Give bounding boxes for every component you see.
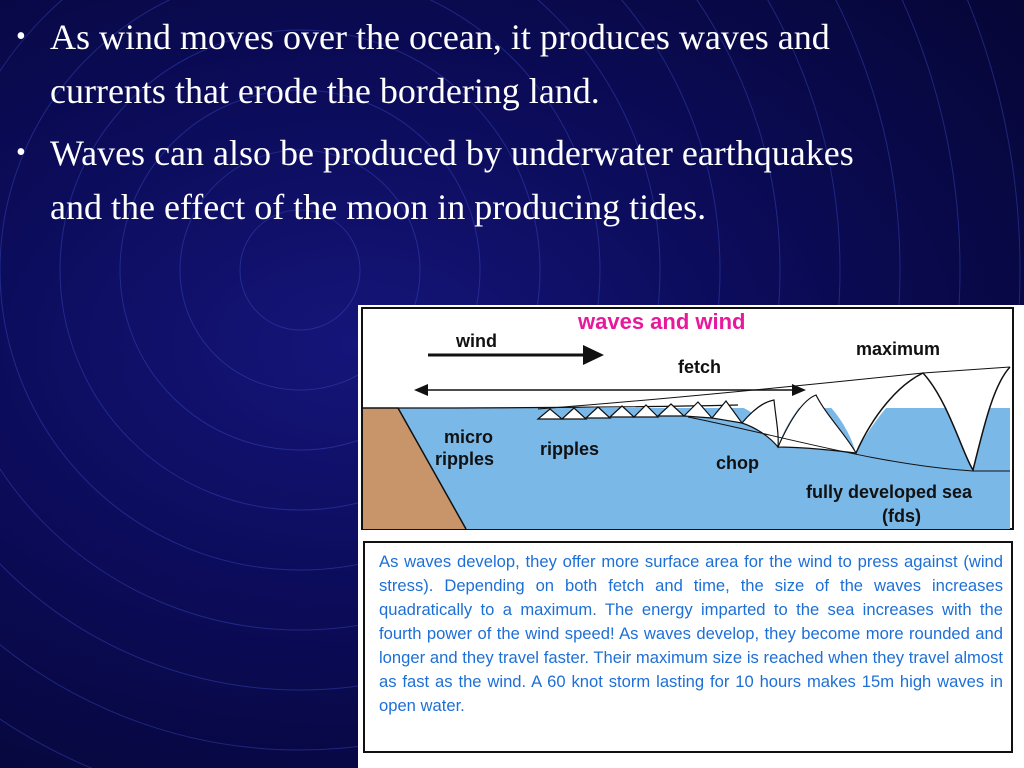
label-fds-abbr: (fds) (882, 506, 921, 526)
bullet-text: Waves can also be produced by underwater earthquakes and the effect of the moon in producing tides. (50, 133, 854, 227)
caption-box (363, 541, 1013, 753)
label-fetch: fetch (678, 357, 722, 377)
label-maximum: maximum (856, 339, 941, 359)
label-ripples: ripples (540, 439, 600, 459)
bullet-marker: • (16, 137, 26, 168)
label-chop: chop (716, 453, 759, 473)
label-fds: fully developed sea (806, 482, 973, 502)
waves-and-wind-figure (358, 305, 1024, 768)
label-micro-ripples: ripples (435, 449, 495, 469)
bullet-list (14, 10, 874, 242)
bullet-marker: • (16, 21, 26, 52)
bullet-item (14, 126, 874, 234)
bullet-text: As wind moves over the ocean, it produces waves and currents that erode the bordering land. (50, 17, 830, 111)
caption-text: As waves develop, they offer more surface area for the wind to press against (wind stress). Depending on both fetch and time, the size of the waves increases quadratically to a maximum. The energy imparted to the sea increases with the fourth power of the wind speed! As waves develop, they become more rounded and longer and they travel faster. Their maximum size is reached when they travel almost as fast as the wind. A 60 knot storm lasting for 10 hours makes 15m high waves in open water. (379, 552, 1003, 715)
label-micro: micro (444, 427, 494, 447)
bullet-item (14, 10, 874, 118)
label-wind: wind (456, 331, 497, 351)
diagram-title: waves and wind (578, 309, 746, 334)
